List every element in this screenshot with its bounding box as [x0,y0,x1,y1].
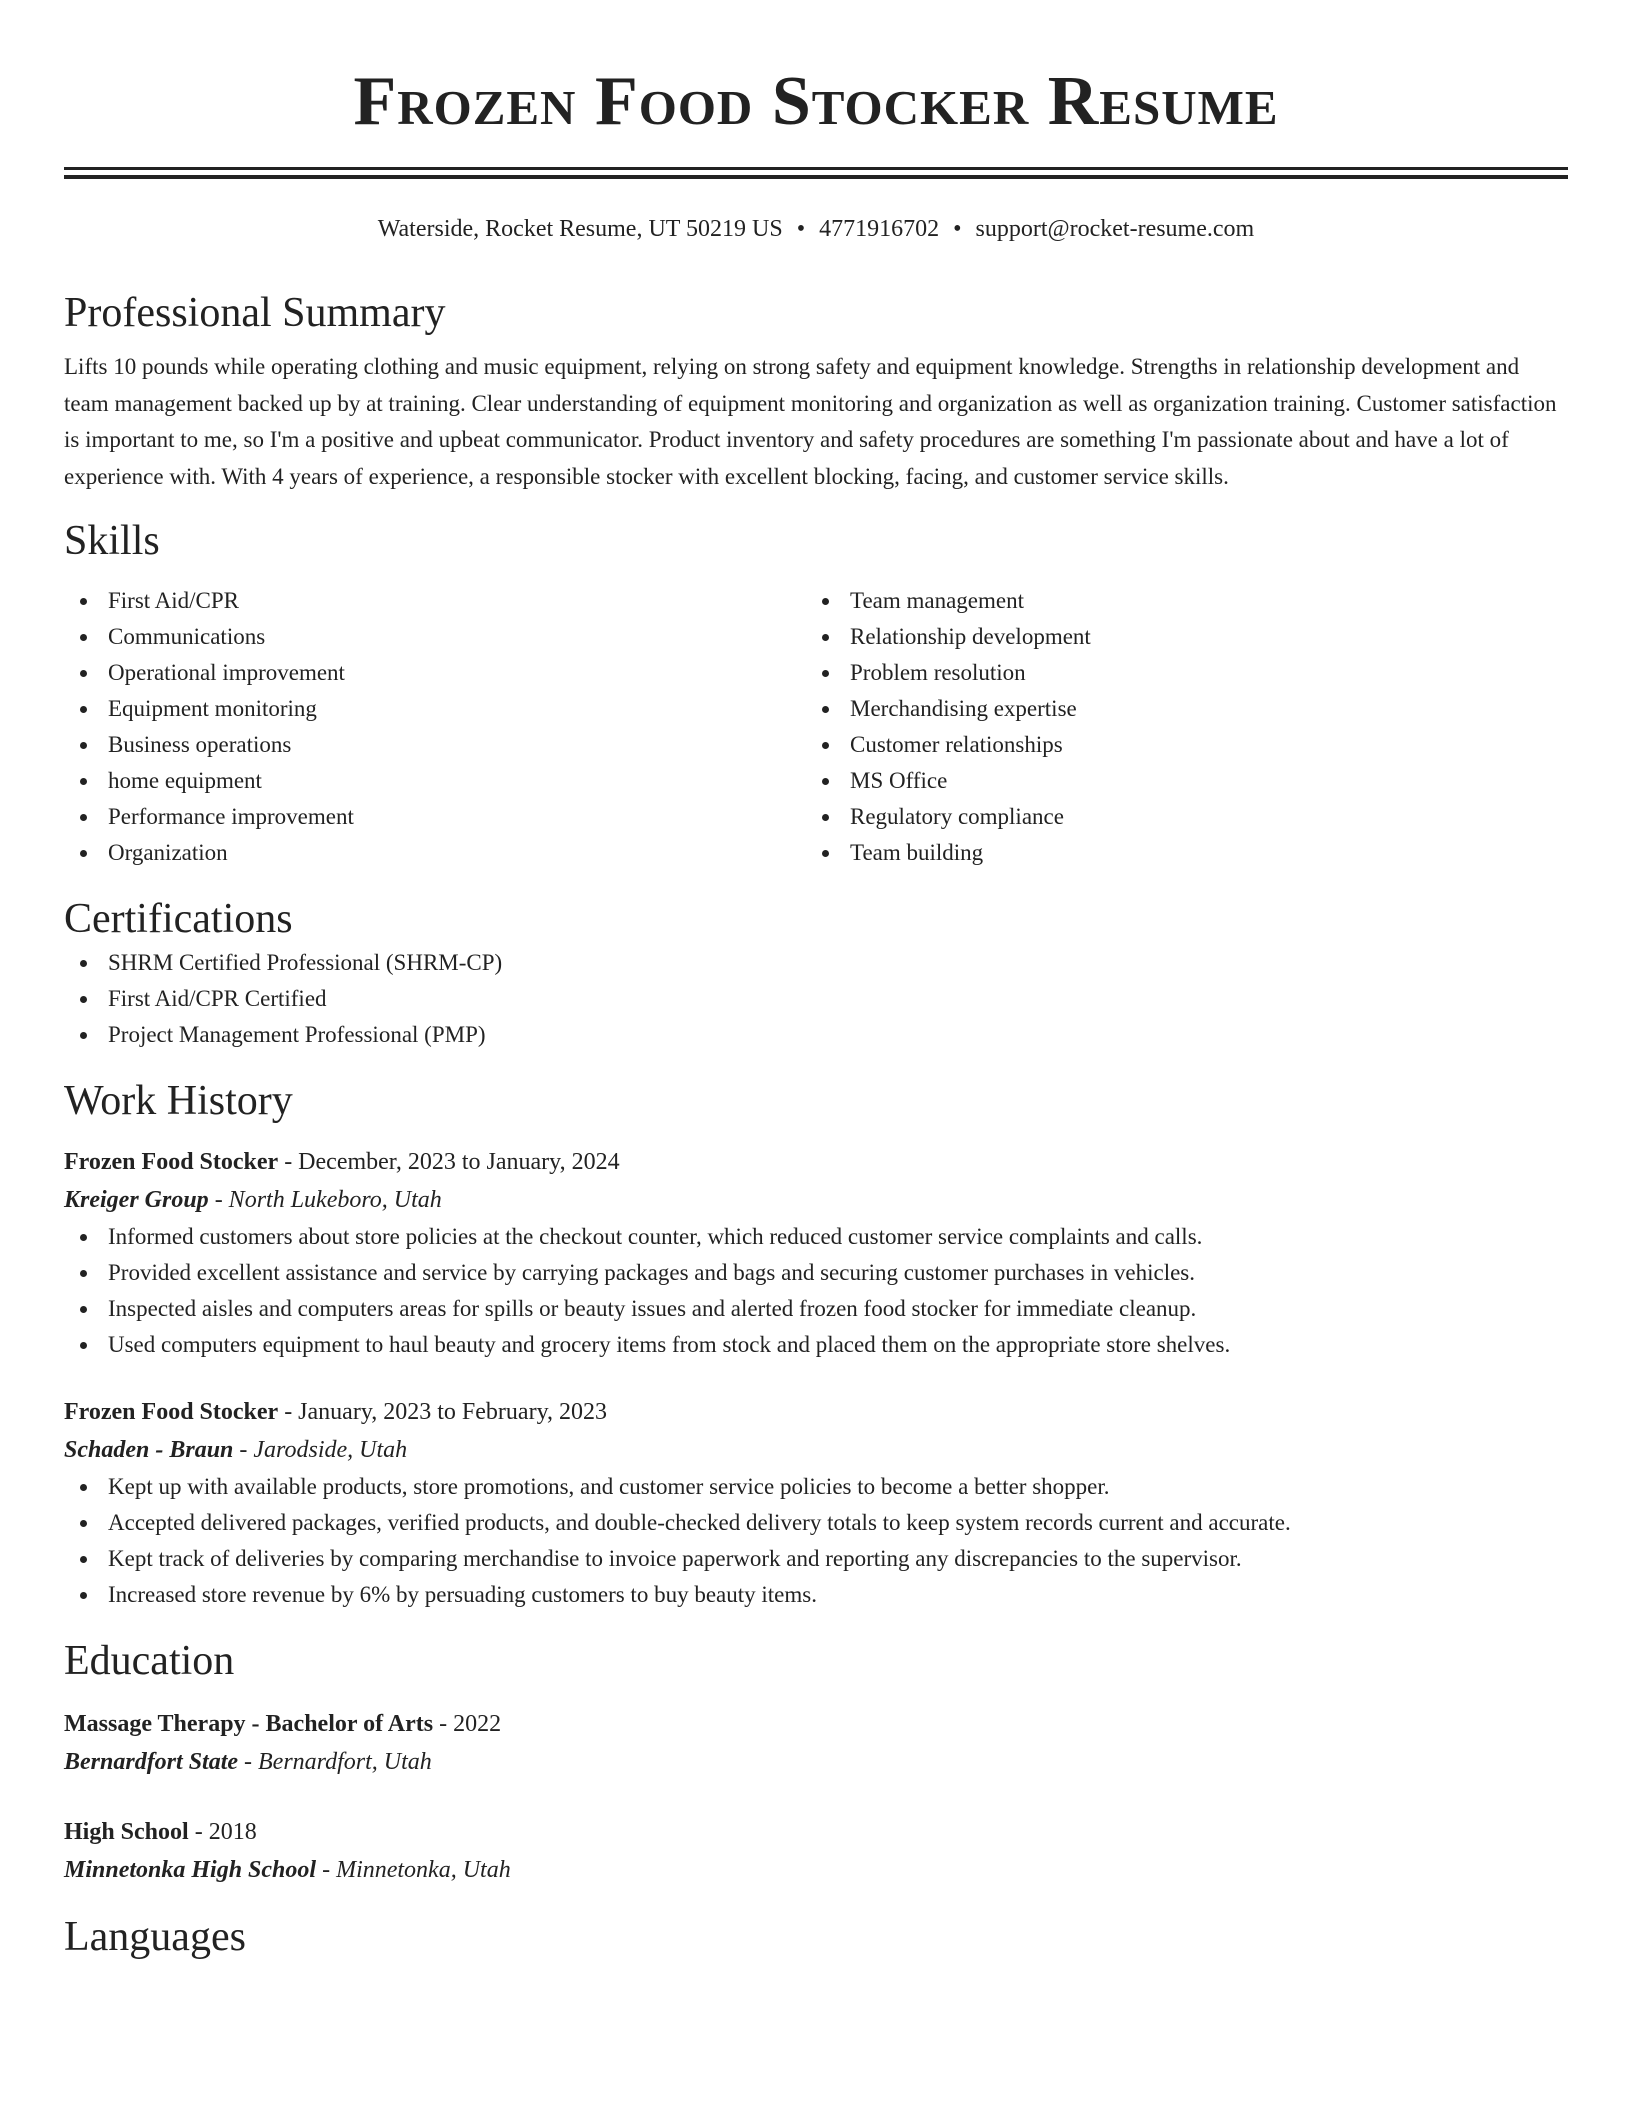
skills-list-right [806,583,1548,871]
job-duty: Provided excellent assistance and service by carrying packages and bags and securing customer purchases in vehicles. [64,1255,1568,1291]
job-company: Schaden - Braun [64,1437,234,1463]
certification-item: SHRM Certified Professional (SHRM-CP) [64,945,1568,981]
contact-phone: 4771916702 [819,216,940,242]
contact-address: Waterside, Rocket Resume, UT 50219 US [377,216,783,242]
skill-item: Team building [806,835,1548,871]
skill-item: Operational improvement [64,655,806,691]
education-degree-line [64,1813,1568,1851]
job-company-line [64,1181,1568,1219]
skill-item: Performance improvement [64,799,806,835]
job-duties-list [64,1219,1568,1363]
job-duty: Accepted delivered packages, verified products, and double-checked delivery totals to keep system records current and accurate. [64,1505,1568,1541]
job-duty: Increased store revenue by 6% by persuading customers to buy beauty items. [64,1577,1568,1613]
skill-item: Regulatory compliance [806,799,1548,835]
title-rule-top [64,167,1568,170]
contact-email: support@rocket-resume.com [975,216,1255,242]
education-school: Bernardfort State [64,1749,239,1775]
job-duties-list [64,1469,1568,1613]
skill-item: Communications [64,619,806,655]
skill-item: Relationship development [806,619,1548,655]
certifications-heading: Certifications [64,896,293,942]
skills-heading: Skills [64,518,160,564]
skill-item: Merchandising expertise [806,691,1548,727]
education-year: - 2022 [433,1711,502,1737]
job-duty: Kept up with available products, store promotions, and customer service policies to become a better shopper. [64,1469,1568,1505]
summary-text: Lifts 10 pounds while operating clothing and music equipment, relying on strong safety and equipment knowledge. Strengths in relationship development and team management backed up by at training. Clear understanding of equipment monitoring and organization as well as organization training. Customer satisfaction is important to me, so I'm a positive and upbeat communicator. Product inventory and safety procedures are something I'm passionate about and have a lot of experience with. With 4 years of experience, a responsible stocker with excellent blocking, facing, and customer service skills. [64,354,1557,489]
job-dates: - December, 2023 to January, 2024 [278,1149,620,1175]
education-school: Minnetonka High School [64,1857,317,1883]
job-entry [64,1143,1568,1363]
education-degree-line [64,1705,1568,1743]
skills-list-left [64,583,806,871]
skill-item: MS Office [806,763,1548,799]
skill-item: Business operations [64,727,806,763]
work-history-heading: Work History [64,1078,293,1124]
job-location: - Jarodside, Utah [233,1437,408,1463]
summary-heading: Professional Summary [64,290,446,336]
job-title: Frozen Food Stocker [64,1399,279,1425]
job-title-line [64,1143,1568,1181]
skill-item: Team management [806,583,1548,619]
education-entry [64,1705,1568,1781]
skill-item: home equipment [64,763,806,799]
job-duty: Inspected aisles and computers areas for spills or beauty issues and alerted frozen food stocker for immediate cleanup. [64,1291,1568,1327]
skills-columns [64,583,1568,871]
certifications-list [64,945,1568,1053]
skill-item: Equipment monitoring [64,691,806,727]
skill-item: Problem resolution [806,655,1548,691]
resume-page [64,0,1568,1963]
education-location: - Bernardfort, Utah [238,1749,432,1775]
job-title-line [64,1393,1568,1431]
job-duty: Used computers equipment to haul beauty and grocery items from stock and placed them on the appropriate store shelves. [64,1327,1568,1363]
contact-line [64,215,1568,243]
contact-separator: • [953,216,962,242]
contact-separator: • [796,216,806,242]
job-dates: - January, 2023 to February, 2023 [278,1399,608,1425]
job-location: - North Lukeboro, Utah [208,1187,442,1213]
certification-item: First Aid/CPR Certified [64,981,1568,1017]
job-company: Kreiger Group [64,1187,209,1213]
skill-item: First Aid/CPR [64,583,806,619]
certification-item: Project Management Professional (PMP) [64,1017,1568,1053]
job-company-line [64,1431,1568,1469]
education-degree: Massage Therapy - Bachelor of Arts [64,1711,434,1737]
education-location: - Minnetonka, Utah [316,1857,511,1883]
title-rule-bottom [64,175,1568,179]
job-entry [64,1393,1568,1613]
education-degree: High School [64,1819,189,1845]
languages-heading: Languages [64,1914,246,1960]
skill-item: Organization [64,835,806,871]
job-duty: Kept track of deliveries by comparing merchandise to invoice paperwork and reporting any discrepancies to the supervisor. [64,1541,1568,1577]
education-year: - 2018 [188,1819,257,1845]
education-school-line [64,1851,1568,1889]
skill-item: Customer relationships [806,727,1548,763]
education-entry [64,1813,1568,1889]
education-heading: Education [64,1638,235,1684]
education-school-line [64,1743,1568,1781]
resume-title: Frozen Food Stocker Resume [353,63,1279,140]
job-duty: Informed customers about store policies at the checkout counter, which reduced customer service complaints and calls. [64,1219,1568,1255]
job-title: Frozen Food Stocker [64,1149,279,1175]
